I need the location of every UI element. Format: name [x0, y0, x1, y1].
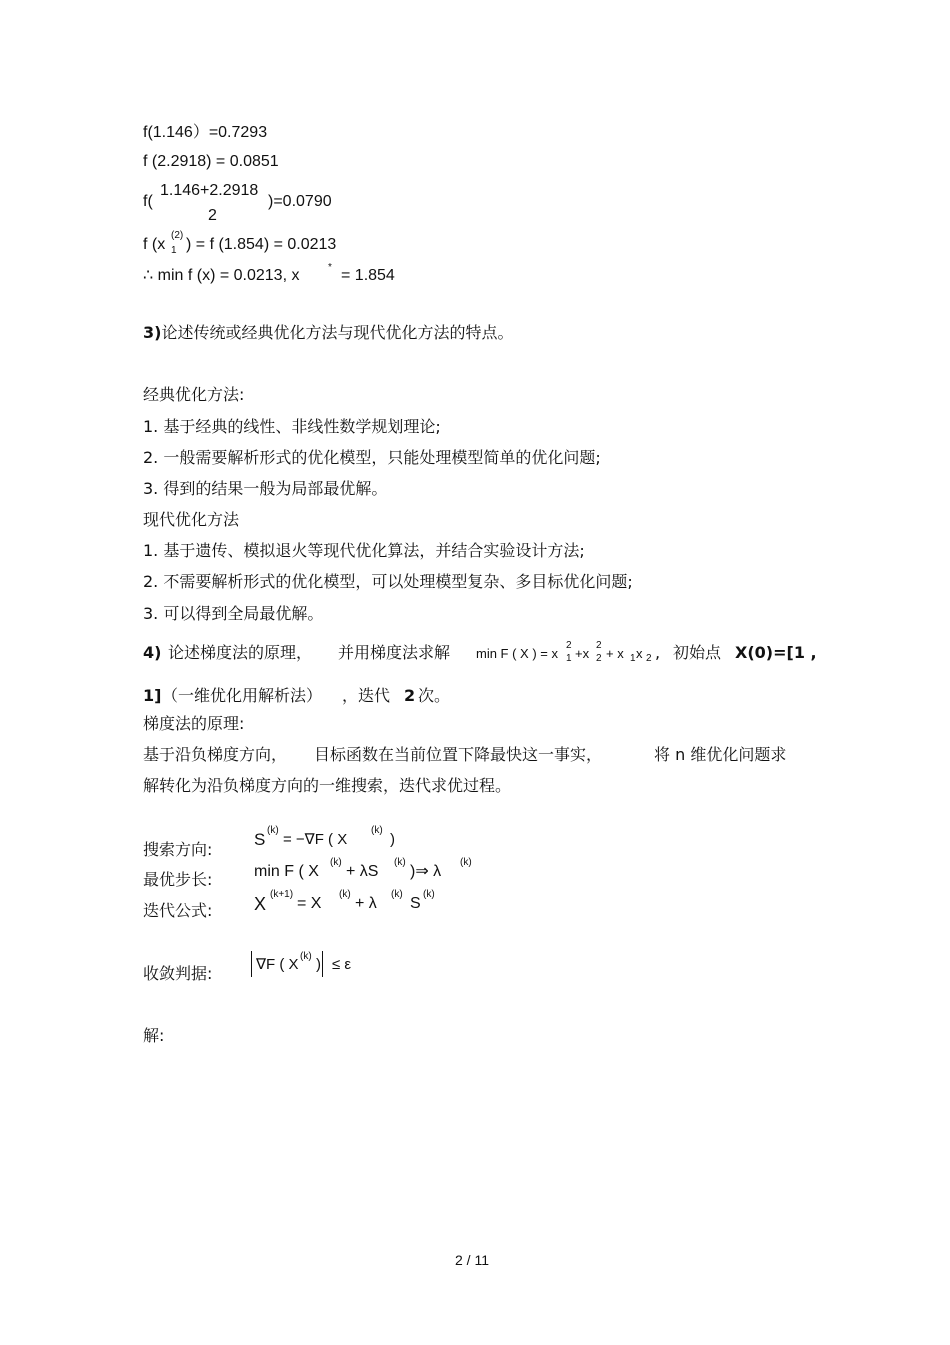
iter-plus: + λ [355, 895, 377, 912]
dir-end: ) [390, 831, 395, 848]
iter-sup4: (k) [423, 889, 435, 900]
iter-sup2: (k) [339, 889, 351, 900]
conv-grad: ∇F ( X [256, 956, 299, 973]
eq3-suffix: )=0.0790 [268, 193, 332, 210]
eq4-sup: (2) [171, 230, 184, 241]
q4-text-a: 论述梯度法的原理， [168, 643, 313, 662]
convergence-label: 收敛判据: [143, 964, 213, 983]
q4-line2-text: （一维优化用解析法） [162, 686, 323, 705]
eq5-main: ∴ min f (x) = 0.0213, x [143, 267, 300, 284]
q4-line2-bold: 1] [143, 686, 162, 705]
q4-formula-min: min F ( X ) = x [476, 646, 558, 661]
iteration-formula-label: 迭代公式: [143, 901, 213, 920]
step-sup2: (k) [394, 857, 406, 868]
q4-x1x2-sub2: 2 [646, 653, 652, 664]
eq4-f: f (x [143, 236, 166, 253]
eq-line-2: f (2.2918) = 0.0851 [143, 153, 279, 170]
solution-label: 解: [143, 1026, 165, 1045]
principle-p1a: 基于沿负梯度方向， [143, 745, 288, 764]
norm-bar-left [251, 951, 252, 977]
iter-eq: = X [297, 895, 322, 912]
q4-sub2: 2 [596, 653, 602, 664]
q4-initial-point: X(0)=[1 , [735, 643, 817, 662]
iter-sup3: (k) [391, 889, 403, 900]
dir-sup2: (k) [371, 825, 383, 836]
dir-rest: = −∇F ( X [283, 831, 348, 848]
iter-sup: (k+1) [270, 889, 294, 900]
classic-heading: 经典优化方法: [143, 385, 245, 404]
eq3-denominator: 2 [208, 207, 217, 224]
q4-initial-label: 初始点 [673, 643, 722, 662]
principle-p1b: 目标函数在当前位置下降最快这一事实， [314, 745, 603, 764]
eq4-rest: ) = f (1.854) = 0.0213 [186, 236, 337, 253]
q4-sq2: 2 [596, 640, 602, 651]
modern-item-3: 3. 可以得到全局最优解。 [143, 604, 324, 623]
q4-iter-suffix: 次。 [418, 686, 451, 705]
q4-plus-x2: +x [575, 646, 590, 661]
q4-comma: , [655, 643, 661, 662]
classic-item-2: 2. 一般需要解析形式的优化模型，只能处理模型简单的优化问题; [143, 448, 601, 467]
q4-text-b: 并用梯度法求解 [338, 643, 451, 662]
q4-iter-count: 2 [404, 686, 416, 705]
conv-sup: (k) [300, 951, 312, 962]
eq3-prefix: f( [143, 193, 153, 210]
q4-x1x2-sub1: 1 [630, 653, 636, 664]
norm-bar-right [322, 951, 323, 977]
iter-S: S [410, 895, 421, 912]
step-sup: (k) [330, 857, 342, 868]
classic-item-1: 1. 基于经典的线性、非线性数学规划理论; [143, 417, 441, 436]
q4-x2-letter: x [636, 646, 643, 661]
modern-item-2: 2. 不需要解析形式的优化模型，可以处理模型复杂、多目标优化问题; [143, 572, 633, 591]
eq3-numerator: 1.146+2.2918 [160, 182, 259, 199]
iter-X: X [254, 894, 267, 914]
q3-text: 论述传统或经典优化方法与现代优化方法的特点。 [161, 323, 514, 342]
q4-sub1: 1 [566, 653, 572, 664]
optimal-step-label: 最优步长: [143, 870, 213, 889]
eq4-sub: 1 [171, 245, 177, 256]
q4-line2-text2: ，迭代 [342, 686, 391, 705]
step-sup3: (k) [460, 857, 472, 868]
classic-item-3: 3. 得到的结果一般为局部最优解。 [143, 479, 388, 498]
principle-line-2: 解转化为沿负梯度方向的一维搜索，迭代求优过程。 [143, 776, 512, 795]
eq5-star: * [328, 262, 332, 273]
principle-p1c: 将 n 维优化问题求 [654, 745, 787, 764]
q4-number: 4) [143, 643, 162, 662]
eq5-rest: = 1.854 [341, 267, 395, 284]
page-number: 2 / 11 [455, 1252, 489, 1268]
modern-heading: 现代优化方法 [143, 510, 240, 529]
q3-number: 3) [143, 323, 162, 342]
step-mid: + λS [346, 863, 379, 880]
modern-item-1: 1. 基于遗传、模拟退火等现代优化算法，并结合实验设计方法; [143, 541, 585, 560]
eq-line-1: f(1.146）=0.7293 [143, 124, 268, 141]
principle-heading: 梯度法的原理: [143, 714, 245, 733]
q3-heading [143, 325, 513, 341]
search-direction-label: 搜索方向: [143, 840, 213, 859]
conv-end: ) [316, 956, 321, 973]
dir-sup: (k) [267, 825, 279, 836]
q4-sq1: 2 [566, 640, 572, 651]
conv-le: ≤ ε [332, 956, 352, 973]
q4-plus-x1: + x [606, 646, 624, 661]
dir-S: S [254, 830, 266, 849]
step-end: )⇒ λ [410, 863, 442, 880]
step-min: min F ( X [254, 863, 319, 880]
